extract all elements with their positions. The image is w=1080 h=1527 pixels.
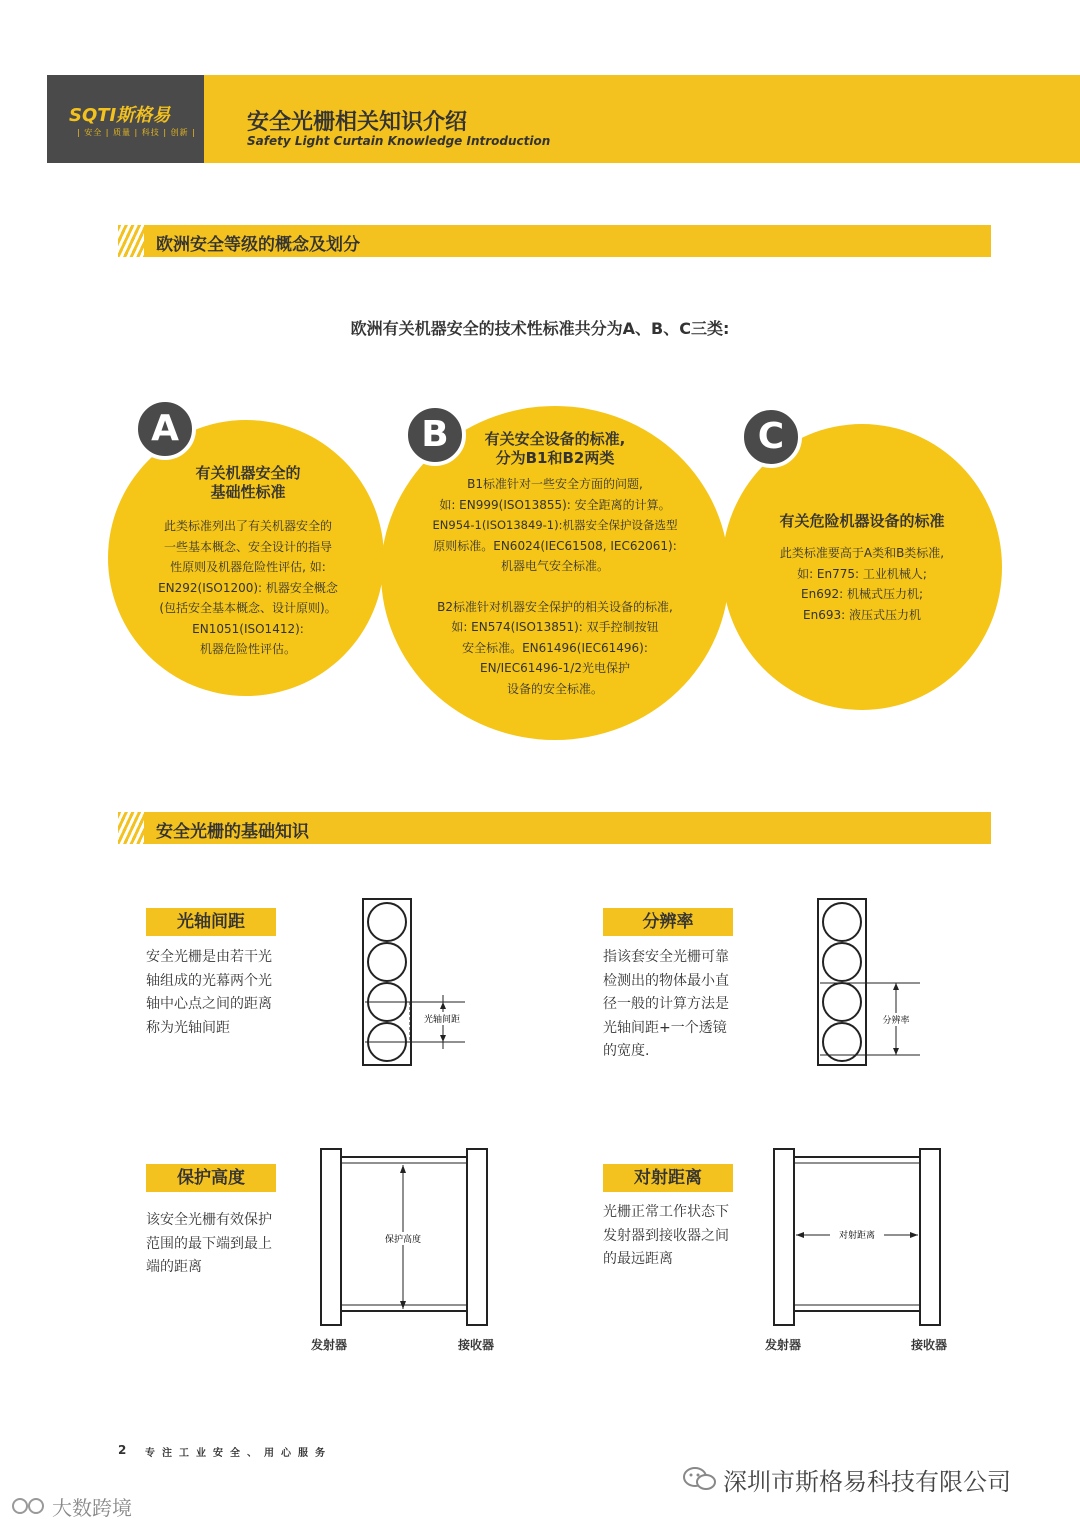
text-line: 发射器到接收器之间 [603, 1227, 729, 1244]
text-line: 的宽度. [603, 1043, 650, 1059]
text-line: B2标准针对机器安全保护的相关设备的标准, [437, 599, 673, 614]
text-line: 如: EN999(ISO13855): 安全距离的计算。 [439, 497, 671, 512]
logo-box [47, 75, 204, 163]
text-line: EN292(ISO1200): 机器安全概念 [158, 580, 338, 595]
category-b-title: 有关安全设备的标准, 分为B1和B2两类 [484, 430, 626, 467]
badge-c: C [740, 406, 802, 468]
category-a-title: 有关机器安全的 基础性标准 [195, 464, 301, 501]
text-line: 安全光栅是由若干光 [146, 949, 272, 965]
text-line: 径一般的计算方法是 [603, 996, 729, 1012]
badge-a: A [134, 398, 196, 460]
receiver-label: 接收器 [911, 1338, 948, 1352]
text-line: 端的距离 [146, 1259, 202, 1275]
badge-b: B [404, 404, 466, 466]
diagram-label: 分辨率 [882, 1016, 910, 1026]
text-line: 性原则及机器危险性评估, 如: [170, 560, 326, 574]
text-line: 设备的安全标准。 [506, 681, 603, 696]
scan-range-desc [603, 1201, 753, 1272]
section-title: 安全光栅的基础知识 [156, 822, 309, 842]
emitter-label: 发射器 [311, 1338, 348, 1352]
text-line: 一些基本概念、安全设计的指导 [163, 539, 332, 554]
diagram-label: 保护高度 [384, 1235, 422, 1245]
watermark-text: 大数跨境 [52, 1496, 132, 1520]
category-a-body [140, 516, 356, 660]
diagram-label: 对射距离 [838, 1231, 876, 1241]
text-line: 光栅正常工作状态下 [603, 1204, 729, 1220]
beam-spacing-desc [146, 946, 296, 1040]
text-line: 检测出的物体最小直 [603, 972, 729, 989]
page-subtitle: Safety Light Curtain Knowledge Introduction [247, 134, 551, 148]
wechat-icon [682, 1465, 718, 1493]
protective-height-label: 保护高度 [146, 1164, 276, 1192]
text-line: 如: EN574(ISO13851): 双手控制按钮 [451, 620, 659, 634]
category-c-title: 有关危险机器设备的标准 [779, 512, 945, 530]
category-c-content [742, 512, 982, 625]
section-bar-light-curtain [118, 812, 991, 844]
text-line: 原则标准。EN6024(IEC61508, IEC62061): [433, 538, 677, 553]
intro-text: 欧洲有关机器安全的技术性标准共分为A、B、C三类: [350, 319, 730, 338]
receiver-label: 接收器 [458, 1338, 495, 1352]
scan-range-label: 对射距离 [603, 1164, 733, 1192]
text-line: 称为光轴间距 [146, 1019, 230, 1036]
section-bar-eu-safety [118, 225, 991, 257]
text-line: 如: En775: 工业机械人; [797, 566, 927, 581]
page-title: 安全光栅相关知识介绍 [247, 110, 468, 135]
beam-spacing-label: 光轴间距 [146, 908, 276, 936]
text-line: 轴组成的光幕两个光 [146, 972, 272, 989]
protective-height-diagram [315, 1145, 495, 1330]
company-name: 深圳市斯格易科技有限公司 [723, 1468, 1011, 1496]
watermark-icon [10, 1494, 50, 1518]
text-line: 的最远距离 [603, 1251, 673, 1267]
beam-spacing-diagram [355, 895, 485, 1070]
footer-slogan: 专注工业安全、用心服务 [145, 1448, 332, 1459]
text-line: EN/IEC61496-1/2光电保护 [480, 661, 630, 675]
company-logo: SQTI斯格易 [69, 105, 171, 126]
text-line: 机器危险性评估。 [199, 642, 296, 656]
section-title: 欧洲安全等级的概念及划分 [156, 235, 360, 255]
category-c-body [742, 543, 982, 625]
text-line: EN1051(ISO1412): [192, 621, 304, 636]
text-line: 轴中心点之间的距离 [146, 996, 272, 1012]
text-line: (包括安全基本概念、设计原则)。 [159, 601, 337, 615]
stripe-decoration [118, 225, 144, 257]
text-line: En693: 液压式压力机 [803, 607, 921, 622]
text-line: 该安全光栅有效保护 [146, 1212, 272, 1228]
resolution-diagram [810, 895, 940, 1070]
category-b-content [400, 430, 710, 699]
spacer [400, 577, 710, 597]
page-number: 2 [118, 1443, 127, 1457]
resolution-label: 分辨率 [603, 908, 733, 936]
text-line: EN954-1(ISO13849-1):机器安全保护设备选型 [432, 518, 678, 532]
category-b-body [400, 474, 710, 699]
text-line: 指该套安全光栅可靠 [603, 949, 729, 965]
text-line: 光轴间距+一个透镜 [603, 1019, 727, 1036]
category-a-content [140, 464, 356, 660]
protective-height-desc [146, 1209, 296, 1280]
text-line: 安全标准。EN61496(IEC61496): [462, 640, 648, 655]
resolution-desc [603, 946, 753, 1064]
diagram-label: 光轴间距 [423, 1015, 461, 1025]
text-line: En692: 机械式压力机; [801, 587, 923, 601]
header-banner [47, 75, 1080, 163]
scan-range-diagram [768, 1145, 948, 1330]
text-line: 范围的最下端到最上 [146, 1235, 272, 1252]
text-line: 机器电气安全标准。 [500, 559, 609, 573]
emitter-label: 发射器 [765, 1338, 802, 1352]
logo-tagline: | 安全 | 质量 | 科技 | 创新 | [77, 128, 196, 137]
text-line: 此类标准要高于A类和B类标准, [779, 546, 945, 560]
stripe-decoration [118, 812, 144, 844]
text-line: 此类标准列出了有关机器安全的 [163, 519, 332, 533]
text-line: B1标准针对一些安全方面的问题, [467, 477, 643, 491]
